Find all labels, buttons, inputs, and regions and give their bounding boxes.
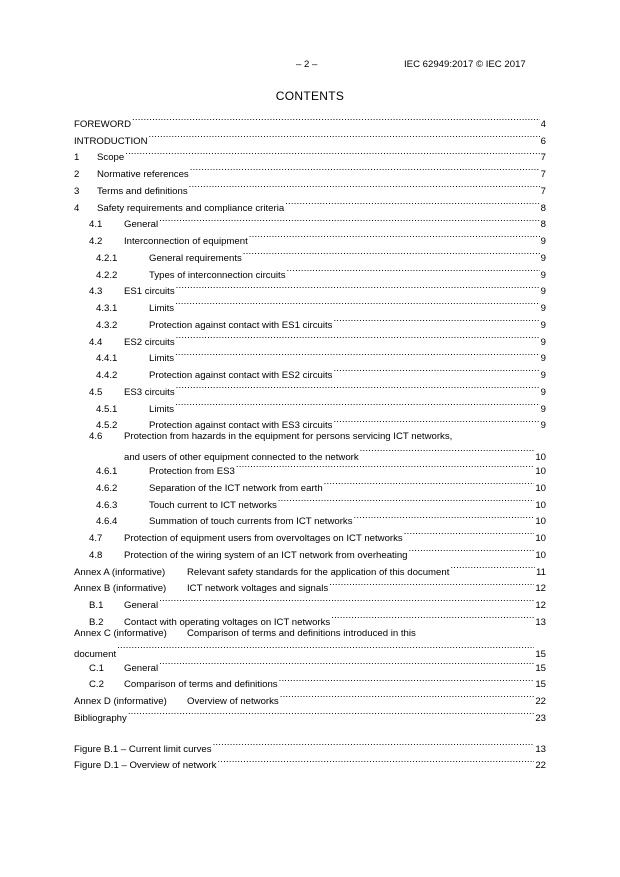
toc-entry-page: 9	[540, 353, 546, 365]
toc-entry[interactable]	[74, 457, 546, 477]
toc-entry-title: ES3 circuits	[124, 386, 175, 398]
toc-entry-number: 4	[74, 202, 80, 214]
toc-entry-title: Touch current to ICT networks	[149, 499, 277, 511]
toc-entry[interactable]	[74, 558, 546, 578]
dot-leader	[332, 361, 539, 378]
toc-entry-number: 4.6.3	[96, 499, 118, 511]
table-of-contents	[74, 110, 546, 772]
toc-entry-title: Protection of equipment users from overvoltages on ICT networks	[124, 533, 403, 544]
dot-leader	[408, 541, 535, 558]
toc-entry[interactable]	[74, 428, 546, 463]
toc-entry-number: 4.2.2	[96, 269, 118, 281]
toc-entry-page: 8	[540, 202, 546, 214]
toc-entry-title: Overview of networks	[187, 696, 279, 707]
toc-entry-page: 7	[540, 185, 546, 197]
toc-entry[interactable]	[74, 541, 546, 561]
toc-entry-title: Terms and definitions	[97, 185, 188, 197]
toc-entry[interactable]	[74, 378, 546, 398]
toc-entry-page: 9	[540, 420, 546, 432]
toc-entry[interactable]	[74, 328, 546, 348]
dot-leader	[175, 378, 540, 395]
toc-entry[interactable]	[74, 491, 546, 511]
dot-leader	[158, 654, 534, 671]
toc-entry[interactable]	[74, 687, 546, 707]
dot-leader	[286, 261, 540, 278]
toc-entry-title: FOREWORD	[74, 118, 132, 130]
toc-entry-title: Interconnection of equipment	[124, 236, 248, 247]
toc-entry-number: Annex B (informative)	[74, 583, 167, 595]
dot-leader	[403, 524, 535, 541]
dot-leader	[175, 328, 540, 345]
toc-entry-page: 7	[540, 152, 546, 164]
toc-entry[interactable]	[74, 110, 546, 130]
toc-entry-number: 4.2.1	[96, 252, 118, 264]
figure-entry-title: Figure D.1 – Overview of network	[74, 760, 217, 772]
dot-leader	[189, 160, 540, 177]
dot-leader	[279, 687, 535, 704]
toc-entry[interactable]	[74, 671, 546, 691]
toc-entry-number: 4.8	[89, 549, 103, 561]
toc-entry-number: 3	[74, 185, 80, 197]
dot-leader	[174, 294, 540, 311]
dot-leader	[216, 752, 534, 769]
toc-entry-number: 4.6.1	[96, 466, 118, 477]
toc-entry[interactable]	[74, 591, 546, 611]
dot-leader	[248, 227, 540, 244]
toc-entry-page: 15	[535, 648, 546, 660]
toc-entry-title: General	[124, 219, 159, 231]
contents-title: CONTENTS	[275, 89, 345, 103]
dot-leader	[332, 412, 539, 429]
dot-leader	[124, 144, 539, 161]
toc-entry-title: Protection from ES3	[149, 466, 235, 477]
toc-entry[interactable]	[74, 211, 546, 231]
toc-entry[interactable]	[74, 704, 546, 724]
toc-entry[interactable]	[74, 227, 546, 247]
toc-entry-number: 4.4.2	[96, 370, 118, 381]
toc-entry-title: Summation of touch currents from ICT networks	[149, 516, 353, 528]
toc-entry[interactable]	[74, 311, 546, 331]
toc-entry-title: Normative references	[97, 169, 189, 180]
section-spacer	[74, 721, 546, 735]
toc-entry-number: 4.7	[89, 533, 103, 544]
toc-entry-page: 10	[535, 466, 546, 477]
toc-entry-page: 9	[540, 403, 546, 415]
toc-entry-number: B.1	[89, 600, 104, 611]
dot-leader	[328, 575, 534, 592]
figure-entry-page: 13	[535, 743, 546, 755]
figure-entry[interactable]	[74, 752, 546, 772]
toc-entry-number: 4.6.2	[96, 482, 118, 494]
toc-entry-number: 4.5.2	[96, 420, 118, 432]
toc-entry[interactable]	[74, 194, 546, 214]
dot-leader	[175, 278, 540, 295]
dot-leader	[174, 395, 540, 412]
toc-entry-page: 7	[540, 169, 546, 180]
toc-entry-number: 4.4.1	[96, 353, 118, 365]
toc-entry-page: 10	[535, 452, 546, 463]
toc-entry-number: 4.5	[89, 386, 103, 398]
toc-entry-page: 9	[540, 386, 546, 398]
toc-entry-title: ICT network voltages and signals	[187, 583, 329, 595]
toc-entry-page: 9	[540, 269, 546, 281]
toc-entry-page: 10	[535, 499, 546, 511]
dot-leader	[174, 345, 540, 362]
toc-entry-number: 2	[74, 169, 80, 180]
toc-entry-number: Annex D (informative)	[74, 696, 167, 707]
toc-entry-number: 4.5.1	[96, 403, 118, 415]
toc-entry-number: B.2	[89, 616, 104, 628]
toc-entry-title: Contact with operating voltages on ICT networks	[124, 616, 331, 628]
toc-entry-page: 9	[540, 252, 546, 264]
toc-entry-title: Protection against contact with ES3 circuits	[149, 420, 333, 432]
dot-leader	[353, 508, 535, 525]
dot-leader	[148, 127, 540, 144]
toc-entry-title: Comparison of terms and definitions	[124, 679, 278, 691]
toc-entry-page: 12	[535, 583, 546, 595]
dot-leader	[127, 704, 535, 721]
toc-entry-title: Comparison of terms and definitions introduced in this	[187, 627, 416, 639]
toc-entry-title: Protection of the wiring system of an ICT network from overheating	[124, 549, 408, 561]
toc-entry[interactable]	[74, 345, 546, 365]
toc-entry[interactable]	[74, 608, 546, 628]
toc-entry-page: 9	[540, 336, 546, 348]
dot-leader	[330, 608, 534, 625]
toc-entry-title-continued: and users of other equipment connected to the network	[124, 452, 359, 463]
dot-leader	[323, 474, 535, 491]
toc-entry-page: 11	[536, 566, 546, 578]
toc-entry-title: Limits	[149, 303, 175, 314]
toc-entry-title: Limits	[149, 403, 175, 415]
toc-entry-page: 13	[535, 616, 546, 628]
dot-leader	[277, 491, 535, 508]
toc-entry-title: General	[124, 662, 159, 674]
toc-entry-number: 4.6.4	[96, 516, 118, 528]
toc-entry-title: Protection against contact with ES2 circuits	[149, 370, 333, 381]
dot-leader	[278, 671, 535, 688]
toc-entry-page: 9	[540, 319, 546, 331]
toc-entry[interactable]	[74, 395, 546, 415]
toc-entry-page: 9	[540, 303, 546, 314]
toc-entry-page: 23	[535, 712, 546, 724]
toc-entry-number: 1	[74, 152, 80, 164]
toc-entry-page: 10	[535, 549, 546, 561]
toc-entry-title: Bibliography	[74, 712, 127, 724]
toc-entry[interactable]	[74, 144, 546, 164]
toc-entry-number: C.1	[89, 662, 104, 674]
toc-entry-number: 4.4	[89, 336, 103, 348]
toc-entry-page: 15	[535, 662, 546, 674]
toc-entry-number: 4.2	[89, 236, 103, 247]
toc-entry-page: 9	[540, 236, 546, 247]
toc-entry[interactable]	[74, 474, 546, 494]
toc-entry-page: 10	[535, 482, 546, 494]
dot-leader	[242, 244, 540, 261]
standard-reference: IEC 62949:2017 © IEC 2017	[404, 59, 526, 70]
toc-entry[interactable]	[74, 261, 546, 281]
toc-entry[interactable]	[74, 244, 546, 264]
figure-entry-page: 22	[535, 760, 546, 772]
toc-entry-title: General	[124, 600, 159, 611]
toc-entry-number: 4.3	[89, 286, 103, 298]
toc-entry-number: 4.6	[89, 431, 103, 443]
toc-entry[interactable]	[74, 654, 546, 674]
toc-entry-page: 12	[535, 600, 546, 611]
toc-entry-title: Protection against contact with ES1 circuits	[149, 319, 333, 331]
toc-entry-number: 4.3.1	[96, 303, 118, 314]
toc-entry-number: Annex A (informative)	[74, 566, 166, 578]
toc-entry-page: 6	[540, 135, 546, 147]
dot-leader	[212, 735, 535, 752]
toc-entry-title: Separation of the ICT network from earth	[149, 482, 323, 494]
toc-entry-title: Types of interconnection circuits	[149, 269, 286, 281]
toc-entry[interactable]	[74, 177, 546, 197]
toc-entry-number: 4.1	[89, 219, 103, 231]
toc-entry[interactable]	[74, 278, 546, 298]
figure-entry[interactable]	[74, 735, 546, 755]
figure-entry-title: Figure B.1 – Current limit curves	[74, 743, 212, 755]
toc-entry[interactable]	[74, 361, 546, 381]
toc-entry[interactable]	[74, 508, 546, 528]
toc-entry-title: General requirements	[149, 252, 242, 264]
dot-leader	[449, 558, 535, 575]
toc-entry[interactable]	[74, 160, 546, 180]
toc-entry-title: ES2 circuits	[124, 336, 175, 348]
toc-entry[interactable]	[74, 575, 546, 595]
toc-entry-page: 22	[535, 696, 546, 707]
toc-entry-title: INTRODUCTION	[74, 135, 148, 147]
toc-entry[interactable]	[74, 294, 546, 314]
toc-entry-number: C.2	[89, 679, 104, 691]
toc-entry-page: 9	[540, 370, 546, 381]
toc-entry[interactable]	[74, 524, 546, 544]
toc-entry[interactable]	[74, 127, 546, 147]
dot-leader	[332, 311, 539, 328]
dot-leader	[131, 110, 540, 127]
page-number: – 2 –	[296, 59, 318, 70]
toc-entry-page: 9	[540, 286, 546, 298]
toc-entry-page: 8	[540, 219, 546, 231]
toc-entry[interactable]	[74, 412, 546, 432]
toc-entry-title: Protection from hazards in the equipment for persons servicing ICT networks,	[124, 431, 453, 443]
toc-entry-number: Annex C (informative)	[74, 627, 167, 639]
toc-entry-title: Safety requirements and compliance criteria	[97, 202, 285, 214]
toc-entry-title: Relevant safety standards for the application of this document	[187, 566, 450, 578]
toc-entry-title: Limits	[149, 353, 175, 365]
toc-entry-page: 4	[540, 118, 546, 130]
dot-leader	[235, 457, 534, 474]
toc-entry[interactable]	[74, 625, 546, 660]
dot-leader	[158, 591, 534, 608]
dot-leader	[188, 177, 540, 194]
toc-entry-page: 10	[535, 516, 546, 528]
toc-entry-page: 15	[535, 679, 546, 691]
toc-entry-title: ES1 circuits	[124, 286, 175, 298]
toc-entry-title: Scope	[97, 152, 125, 164]
toc-entry-title-continued: document	[74, 648, 117, 660]
toc-entry-page: 10	[535, 533, 546, 544]
dot-leader	[158, 211, 540, 228]
toc-entry-number: 4.3.2	[96, 319, 118, 331]
dot-leader	[284, 194, 539, 211]
